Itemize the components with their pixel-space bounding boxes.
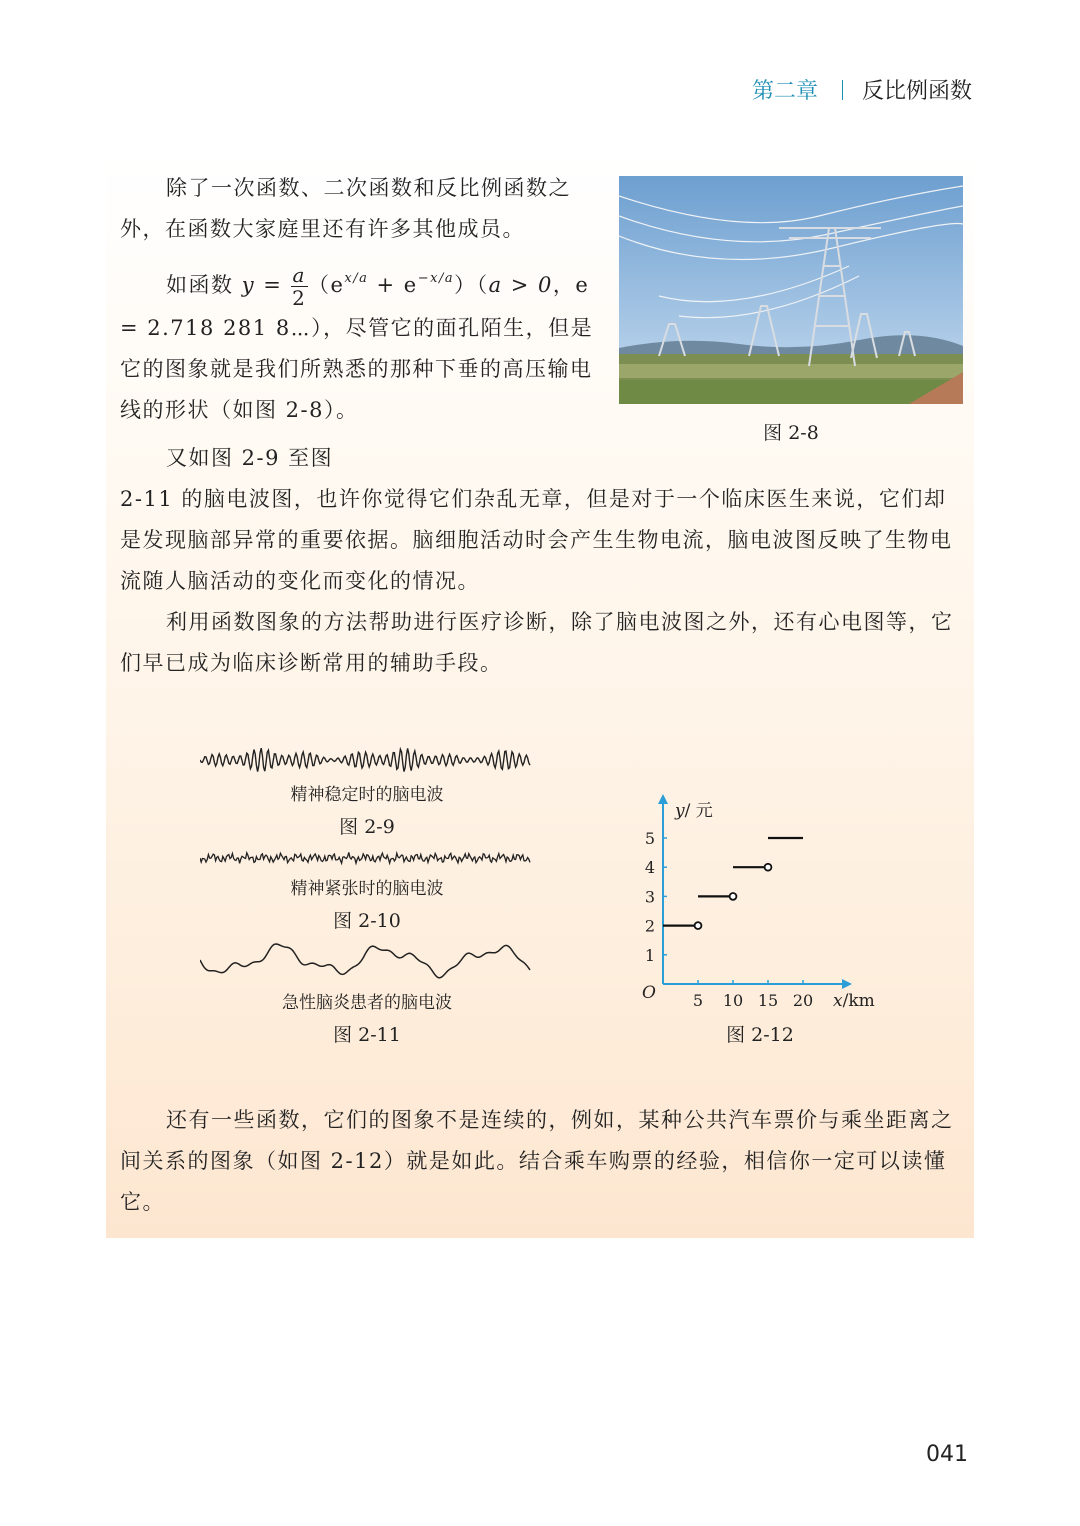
photo-caption: 图 2-8 bbox=[763, 422, 819, 444]
wave-tense bbox=[200, 846, 534, 870]
x-axis-label: x/km bbox=[833, 991, 875, 1011]
x-tick-label: 5 bbox=[692, 991, 704, 1010]
chapter-title: 反比例函数 bbox=[862, 79, 973, 104]
y-tick-label: 5 bbox=[644, 829, 656, 848]
eeg-text: 又如图 2-9 至图 bbox=[166, 446, 334, 470]
paragraph-closing bbox=[120, 1100, 965, 1223]
y-axis-arrow bbox=[658, 794, 668, 804]
page-number: 041 bbox=[926, 1442, 968, 1467]
fig-2-10-caption: 图 2-10 bbox=[333, 910, 401, 932]
closing-text: 还有一些函数，它们的图象不是连续的，例如，某种公共汽车票价与乘坐距离之间关系的图象（如图 2-12）就是如此。结合乘车购票的经验，相信你一定可以读懂它。 bbox=[120, 1108, 954, 1214]
paragraph-intro bbox=[120, 168, 595, 250]
fig-2-9-caption: 图 2-9 bbox=[339, 816, 395, 838]
diagnosis-text: 利用函数图象的方法帮助进行医疗诊断，除了脑电波图之外，还有心电图等，它们早已成为临床诊断常用的辅助手段。 bbox=[120, 610, 954, 675]
x-tick-label: 15 bbox=[757, 991, 779, 1010]
x-axis-arrow bbox=[842, 979, 852, 989]
paragraph-formula bbox=[120, 258, 595, 431]
y-tick-label: 2 bbox=[644, 916, 656, 936]
fig-2-11-caption: 图 2-11 bbox=[333, 1024, 401, 1046]
fig-2-12-caption: 图 2-12 bbox=[726, 1024, 794, 1046]
formula-lead: 如函数 bbox=[166, 273, 234, 297]
y-axis-label: y/ 元 bbox=[675, 801, 713, 821]
eeg-text-continued: 2-11 的脑电波图，也许你觉得它们杂乱无章，但是对于一个临床医生来说，它们却是发现脑部异常的重要依据。脑细胞活动时会产生生物电流，脑电波图反映了生物电流随人脑活动的变化而变化的情况。 bbox=[120, 487, 953, 593]
chapter-label: 第二章 bbox=[752, 79, 819, 104]
wave-tense-label: 精神紧张时的脑电波 bbox=[290, 879, 444, 899]
y-tick-label: 3 bbox=[644, 887, 656, 907]
paragraph-eeg-line1 bbox=[120, 438, 595, 479]
wave-encephalitis-label: 急性脑炎患者的脑电波 bbox=[282, 993, 452, 1013]
wave-calm-label: 精神稳定时的脑电波 bbox=[290, 785, 444, 805]
header-divider bbox=[842, 80, 843, 100]
paragraph-diagnosis bbox=[120, 602, 965, 684]
power-line-photo bbox=[619, 176, 963, 404]
catenary-formula: y = $\frac{a}{2}$ $(e^{x/a} + e^{-x/a})(a > 0$，e = 2.718 281 8⋯） bbox=[120, 263, 590, 340]
y-tick-label: 4 bbox=[644, 858, 656, 878]
wave-encephalitis bbox=[200, 936, 534, 982]
open-endpoint-1 bbox=[695, 922, 702, 929]
intro-text: 除了一次函数、二次函数和反比例函数之外，在函数大家庭里还有许多其他成员。 bbox=[120, 176, 571, 241]
paragraph-eeg-rest bbox=[120, 479, 965, 602]
x-tick-label: 10 bbox=[722, 991, 744, 1010]
fare-step-chart bbox=[630, 790, 890, 1016]
formula-tail: ，尽管它的面孔陌生，但是它的图象就是我们所熟悉的那种下垂的高压输电线的形状（如图 2-8）。 bbox=[120, 316, 594, 422]
origin-label: O bbox=[642, 983, 656, 1003]
open-endpoint-2 bbox=[730, 893, 737, 900]
y-tick-label: 1 bbox=[644, 945, 656, 965]
open-endpoint-3 bbox=[765, 864, 772, 871]
x-tick-label: 20 bbox=[792, 991, 814, 1010]
wave-calm bbox=[200, 740, 534, 780]
